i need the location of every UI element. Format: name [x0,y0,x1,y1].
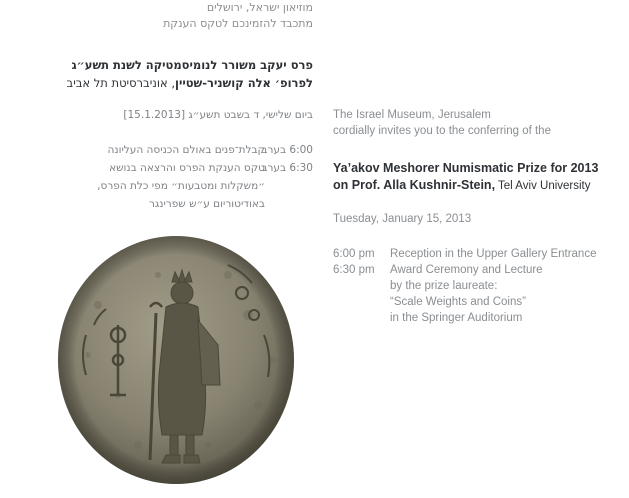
hebrew-schedule-row [40,141,313,159]
hebrew-schedule [40,141,313,213]
ancient-coin-image [58,235,302,498]
english-schedule-time: 6:00 pm [333,248,375,260]
hebrew-prize-title [40,56,313,92]
english-prize-line-2 [333,177,623,195]
english-schedule-text [390,262,623,326]
hebrew-schedule-time: 6:30 בערב [261,162,313,174]
hebrew-org-line-2: מתכבד להזמינכם לטקס הענקת [163,17,313,30]
hebrew-prize-line-1: פרס יעקב משורר לנומיסמטיקה לשנת תשע״ג [71,58,313,72]
english-invite-line-2: cordially invites you to the conferring of the [333,125,551,137]
english-laureate-name: on Prof. Alla Kushnir-Stein, [333,178,496,192]
hebrew-university: , אוניברסיטת תל אביב [66,76,176,90]
english-schedule [333,246,623,326]
english-prize-line-1: Ya’akov Meshorer Numismatic Prize for 2013 [333,161,599,175]
english-prize-title [333,160,623,195]
hebrew-schedule-line: טקס הענקת הפרס והרצאה בנושא [109,162,265,174]
english-date: Tuesday, January 15, 2013 [333,213,472,225]
hebrew-schedule-row [40,159,313,213]
hebrew-schedule-line: באודיטוריום ע״ש שפרינגר [149,198,265,210]
english-invite-line-1: The Israel Museum, Jerusalem [333,109,491,121]
english-university: Tel Aviv University [495,180,591,192]
hebrew-schedule-text [40,159,265,213]
hebrew-org-line-1: מוזיאון ישראל, ירושלים [206,1,313,14]
hebrew-organization [40,0,313,32]
english-schedule-line: in the Springer Auditorium [390,312,523,324]
english-schedule-text [390,246,623,262]
hebrew-schedule-time: 6:00 בערב [261,144,313,156]
hebrew-schedule-line: ״משקלות ומטבעות״ מפי כלת הפרס, [97,180,265,192]
hebrew-laureate-name: לפרופ׳ אלה קושניר-שטיין [175,76,313,90]
english-schedule-line: Award Ceremony and Lecture [390,264,543,276]
hebrew-schedule-text [40,141,265,159]
english-schedule-line: by the prize laureate: [390,280,498,292]
english-schedule-time: 6:30 pm [333,264,375,276]
english-schedule-line: “Scale Weights and Coins” [390,296,526,308]
english-schedule-row [333,246,623,262]
hebrew-prize-line-2 [40,74,313,92]
hebrew-schedule-line: קבלת־פנים באולם הכניסה העליונה [107,144,265,156]
english-invitation [333,107,623,139]
english-schedule-line: Reception in the Upper Gallery Entrance [390,248,597,260]
hebrew-date: ביום שלישי, ד בשבט תשע״ג [15.1.2013] [123,109,313,121]
english-schedule-row [333,262,623,326]
